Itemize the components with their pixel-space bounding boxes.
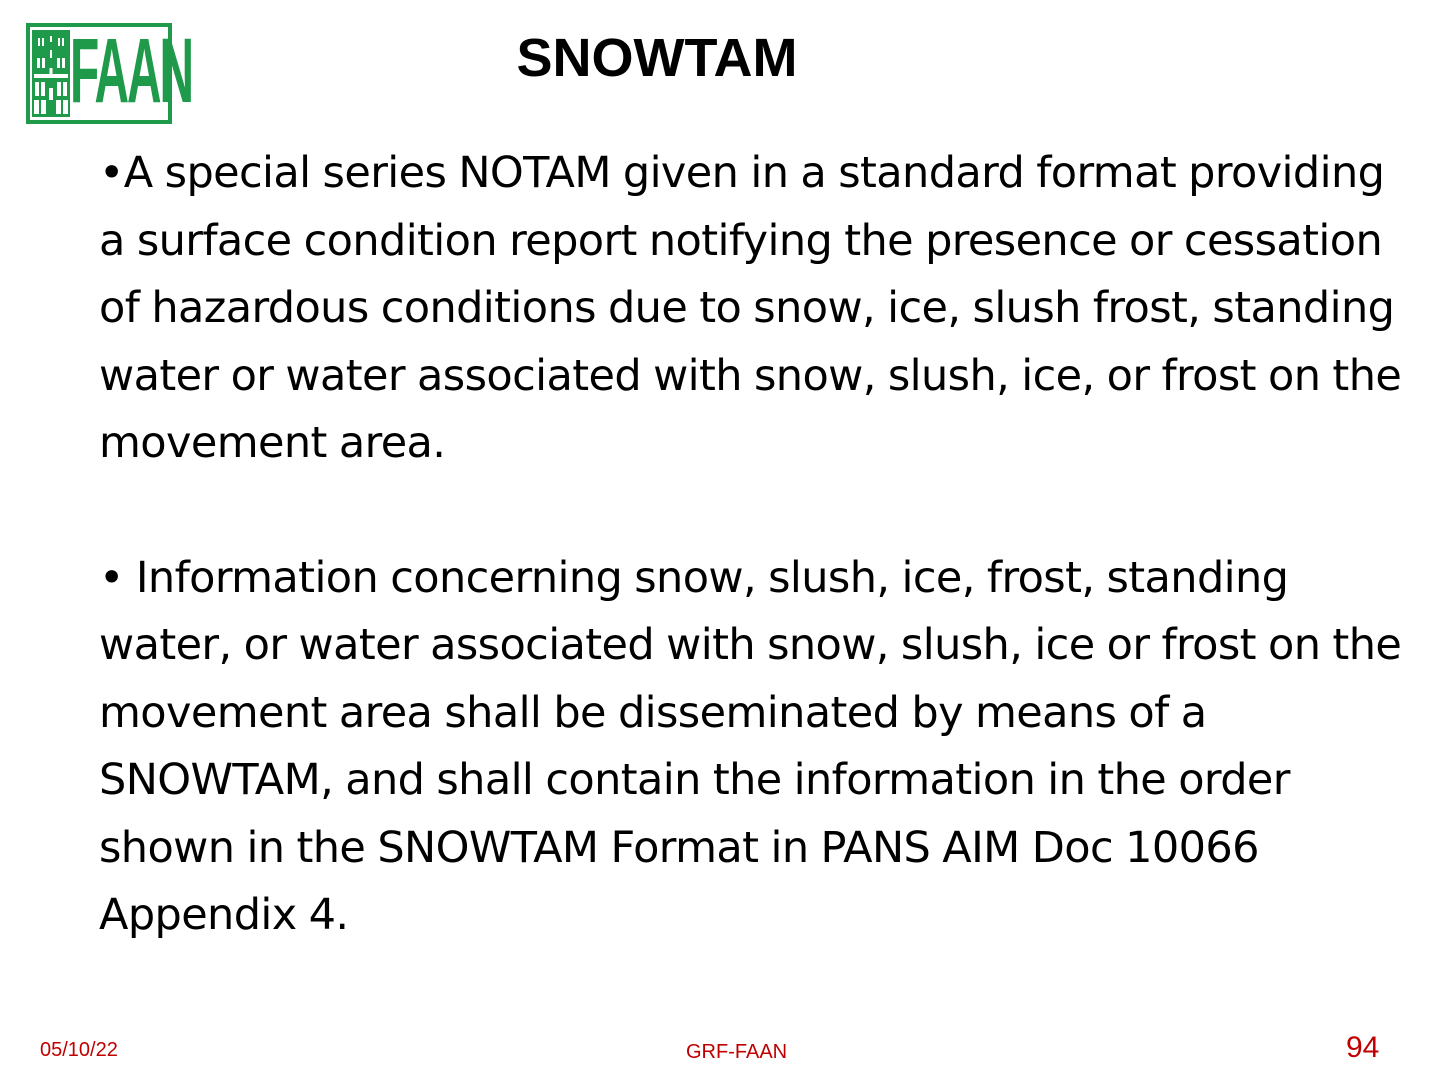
paragraph-2 xyxy=(99,545,1409,950)
paragraph-1-text: A special series NOTAM given in a standard format providing a surface condition report notifying the presence or cessation of hazardous conditions due to snow, ice, slush frost, standing water or water associated with snow, slush, ice, or frost on the movement area. xyxy=(99,148,1402,468)
slide-title: SNOWTAM xyxy=(516,28,798,88)
paragraph-2-text: Information concerning snow, slush, ice, frost, standing water, or water associated with snow, slush, ice or frost on the movement area shall be disseminated by means of a SNOWTAM, and shall contain the information in the order shown in the SNOWTAM Format in PANS AIM Doc 10066 Appendix 4. xyxy=(99,552,1402,940)
page-number: 94 xyxy=(1346,1031,1380,1064)
bullet-2: • xyxy=(99,552,136,603)
logo-wordmark: FAAN xyxy=(70,20,192,122)
slide-body xyxy=(99,140,1409,950)
paragraph-1 xyxy=(99,140,1409,478)
bullet-1: • xyxy=(99,148,124,198)
footer-date: 05/10/22 xyxy=(40,1039,118,1061)
footer-label: GRF-FAAN xyxy=(686,1041,788,1063)
